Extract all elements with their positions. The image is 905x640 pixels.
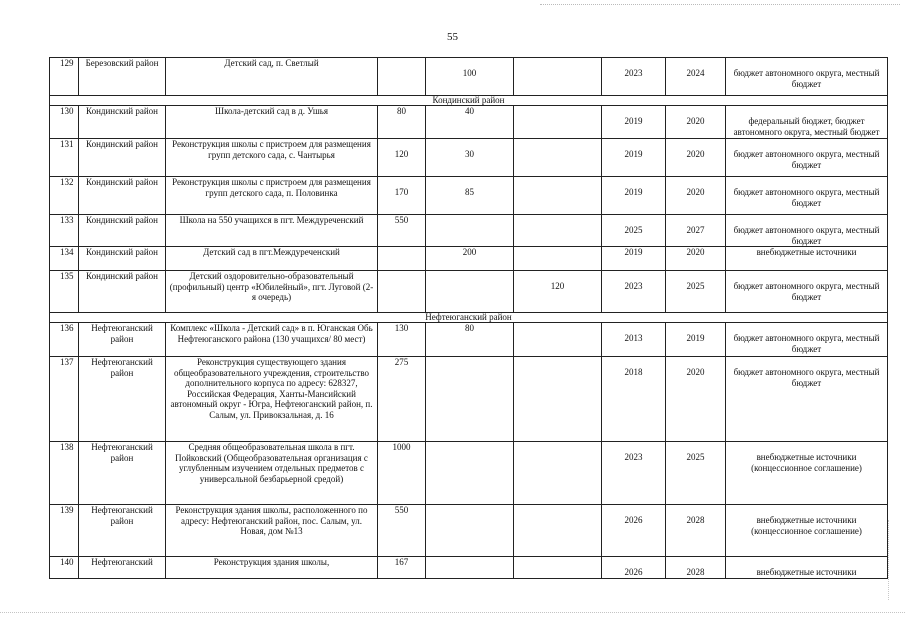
capacity-other (514, 557, 602, 579)
end-year: 2027 (666, 215, 726, 247)
row-number: 140 (50, 557, 79, 579)
object-cell: Школа на 550 учащихся в пгт. Междуреченский (166, 215, 378, 247)
district-cell: Нефтеюганский район (79, 323, 166, 357)
district-cell: Нефтеюганский район (79, 442, 166, 505)
start-year: 2019 (602, 139, 666, 177)
end-year: 2020 (666, 139, 726, 177)
start-year: 2023 (602, 58, 666, 96)
end-year: 2024 (666, 58, 726, 96)
capacity-kindergarten: 85 (426, 177, 514, 215)
table-row (50, 247, 888, 271)
row-number: 133 (50, 215, 79, 247)
capacity-places: 170 (378, 177, 426, 215)
object-cell: Реконструкция существующего здания общеобразовательного учреждения, строительство дополнительного корпуса по адресу: 628327, Российская Федерация, Ханты-Мансийский автономный округ - Югра, Нефтеюганский район, п. Салым, ул. Привокзальная, д. 16 (166, 357, 378, 442)
start-year: 2026 (602, 505, 666, 557)
row-number: 139 (50, 505, 79, 557)
capacity-kindergarten (426, 271, 514, 313)
district-cell: Нефтеюганский район (79, 505, 166, 557)
funding-source: бюджет автономного округа, местный бюджет (726, 271, 888, 313)
capacity-kindergarten: 40 (426, 106, 514, 139)
district-cell: Кондинский район (79, 247, 166, 271)
start-year: 2025 (602, 215, 666, 247)
row-number: 131 (50, 139, 79, 177)
funding-source: бюджет автономного округа, местный бюджет (726, 177, 888, 215)
capacity-kindergarten (426, 442, 514, 505)
row-number: 134 (50, 247, 79, 271)
capacity-places: 550 (378, 215, 426, 247)
funding-source: бюджет автономного округа, местный бюджет (726, 139, 888, 177)
capacity-places (378, 247, 426, 271)
table-row (50, 442, 888, 505)
district-header-row (50, 96, 888, 106)
capacity-places: 80 (378, 106, 426, 139)
scan-noise-top (540, 4, 900, 7)
capacity-other (514, 505, 602, 557)
capacity-places: 550 (378, 505, 426, 557)
capacity-kindergarten (426, 505, 514, 557)
object-cell: Детский сад, п. Светлый (166, 58, 378, 96)
district-header: Нефтеюганский район (50, 313, 888, 323)
start-year: 2018 (602, 357, 666, 442)
row-number: 136 (50, 323, 79, 357)
start-year: 2013 (602, 323, 666, 357)
capacity-places (378, 58, 426, 96)
row-number: 129 (50, 58, 79, 96)
start-year: 2019 (602, 106, 666, 139)
funding-source: бюджет автономного округа, местный бюджет (726, 323, 888, 357)
capacity-other (514, 139, 602, 177)
capacity-places (378, 271, 426, 313)
capacity-kindergarten: 30 (426, 139, 514, 177)
district-cell: Нефтеюганский (79, 557, 166, 579)
row-number: 137 (50, 357, 79, 442)
capacity-kindergarten (426, 215, 514, 247)
capacity-places: 275 (378, 357, 426, 442)
table-row (50, 106, 888, 139)
capacity-other (514, 357, 602, 442)
funding-source: бюджет автономного округа, местный бюджет (726, 58, 888, 96)
capacity-other (514, 247, 602, 271)
table-row (50, 323, 888, 357)
capacity-other: 120 (514, 271, 602, 313)
funding-source: внебюджетные источники (726, 247, 888, 271)
capacity-other (514, 215, 602, 247)
object-cell: Реконструкция здания школы, (166, 557, 378, 579)
end-year: 2020 (666, 177, 726, 215)
funding-source: внебюджетные источники (726, 557, 888, 579)
capacity-kindergarten: 80 (426, 323, 514, 357)
table-row (50, 58, 888, 96)
row-number: 135 (50, 271, 79, 313)
capacity-places: 130 (378, 323, 426, 357)
funding-source: внебюджетные источники (концессионное соглашение) (726, 442, 888, 505)
district-cell: Кондинский район (79, 215, 166, 247)
end-year: 2020 (666, 247, 726, 271)
start-year: 2026 (602, 557, 666, 579)
object-cell: Реконструкция здания школы, расположенного по адресу: Нефтеюганский район, пос. Салым, ул. Новая, дом №13 (166, 505, 378, 557)
scan-noise-right (888, 520, 890, 600)
table-row (50, 271, 888, 313)
table-row (50, 357, 888, 442)
table-row (50, 215, 888, 247)
capacity-kindergarten (426, 357, 514, 442)
object-cell: Детский сад в пгт.Междуреченский (166, 247, 378, 271)
row-number: 130 (50, 106, 79, 139)
start-year: 2019 (602, 177, 666, 215)
capacity-kindergarten: 200 (426, 247, 514, 271)
object-cell: Средняя общеобразовательная школа в пгт. Пойковский (Общеобразовательная организация с углубленным изучением отдельных предметов с универсальной безбарьерной средой) (166, 442, 378, 505)
capacity-other (514, 442, 602, 505)
object-cell: Детский оздоровительно-образовательный (профильный) центр «Юбилейный», пгт. Луговой (2-я очередь) (166, 271, 378, 313)
table-row (50, 505, 888, 557)
end-year: 2028 (666, 557, 726, 579)
funding-source: бюджет автономного округа, местный бюджет (726, 215, 888, 247)
district-cell: Березовский район (79, 58, 166, 96)
end-year: 2025 (666, 442, 726, 505)
funding-source: бюджет автономного округа, местный бюджет (726, 357, 888, 442)
start-year: 2023 (602, 271, 666, 313)
table-row (50, 177, 888, 215)
object-cell: Школа-детский сад в д. Ушья (166, 106, 378, 139)
page-number: 55 (447, 31, 458, 43)
district-header-row (50, 313, 888, 323)
end-year: 2020 (666, 357, 726, 442)
table-row (50, 139, 888, 177)
capacity-places: 167 (378, 557, 426, 579)
object-cell: Реконструкция школы с пристроем для размещения групп детского сада, п. Половинка (166, 177, 378, 215)
district-cell: Кондинский район (79, 139, 166, 177)
row-number: 138 (50, 442, 79, 505)
capacity-places: 120 (378, 139, 426, 177)
table-row (50, 557, 888, 579)
capacity-other (514, 58, 602, 96)
object-cell: Реконструкция школы с пристроем для размещения групп детского сада, с. Чантырья (166, 139, 378, 177)
row-number: 132 (50, 177, 79, 215)
capacity-kindergarten: 100 (426, 58, 514, 96)
end-year: 2020 (666, 106, 726, 139)
capacity-places: 1000 (378, 442, 426, 505)
capacity-other (514, 323, 602, 357)
funding-source: внебюджетные источники (концессионное соглашение) (726, 505, 888, 557)
start-year: 2019 (602, 247, 666, 271)
end-year: 2025 (666, 271, 726, 313)
capacity-other (514, 106, 602, 139)
district-header: Кондинский район (50, 96, 888, 106)
start-year: 2023 (602, 442, 666, 505)
scan-noise-bottom (0, 612, 905, 615)
end-year: 2028 (666, 505, 726, 557)
district-cell: Кондинский район (79, 177, 166, 215)
projects-table (49, 57, 888, 579)
end-year: 2019 (666, 323, 726, 357)
capacity-other (514, 177, 602, 215)
funding-source: федеральный бюджет, бюджет автономного округа, местный бюджет (726, 106, 888, 139)
object-cell: Комплекс «Школа - Детский сад» в п. Юганская Обь Нефтеюганского района (130 учащихся/ 80 мест) (166, 323, 378, 357)
capacity-kindergarten (426, 557, 514, 579)
district-cell: Нефтеюганский район (79, 357, 166, 442)
district-cell: Кондинский район (79, 106, 166, 139)
district-cell: Кондинский район (79, 271, 166, 313)
